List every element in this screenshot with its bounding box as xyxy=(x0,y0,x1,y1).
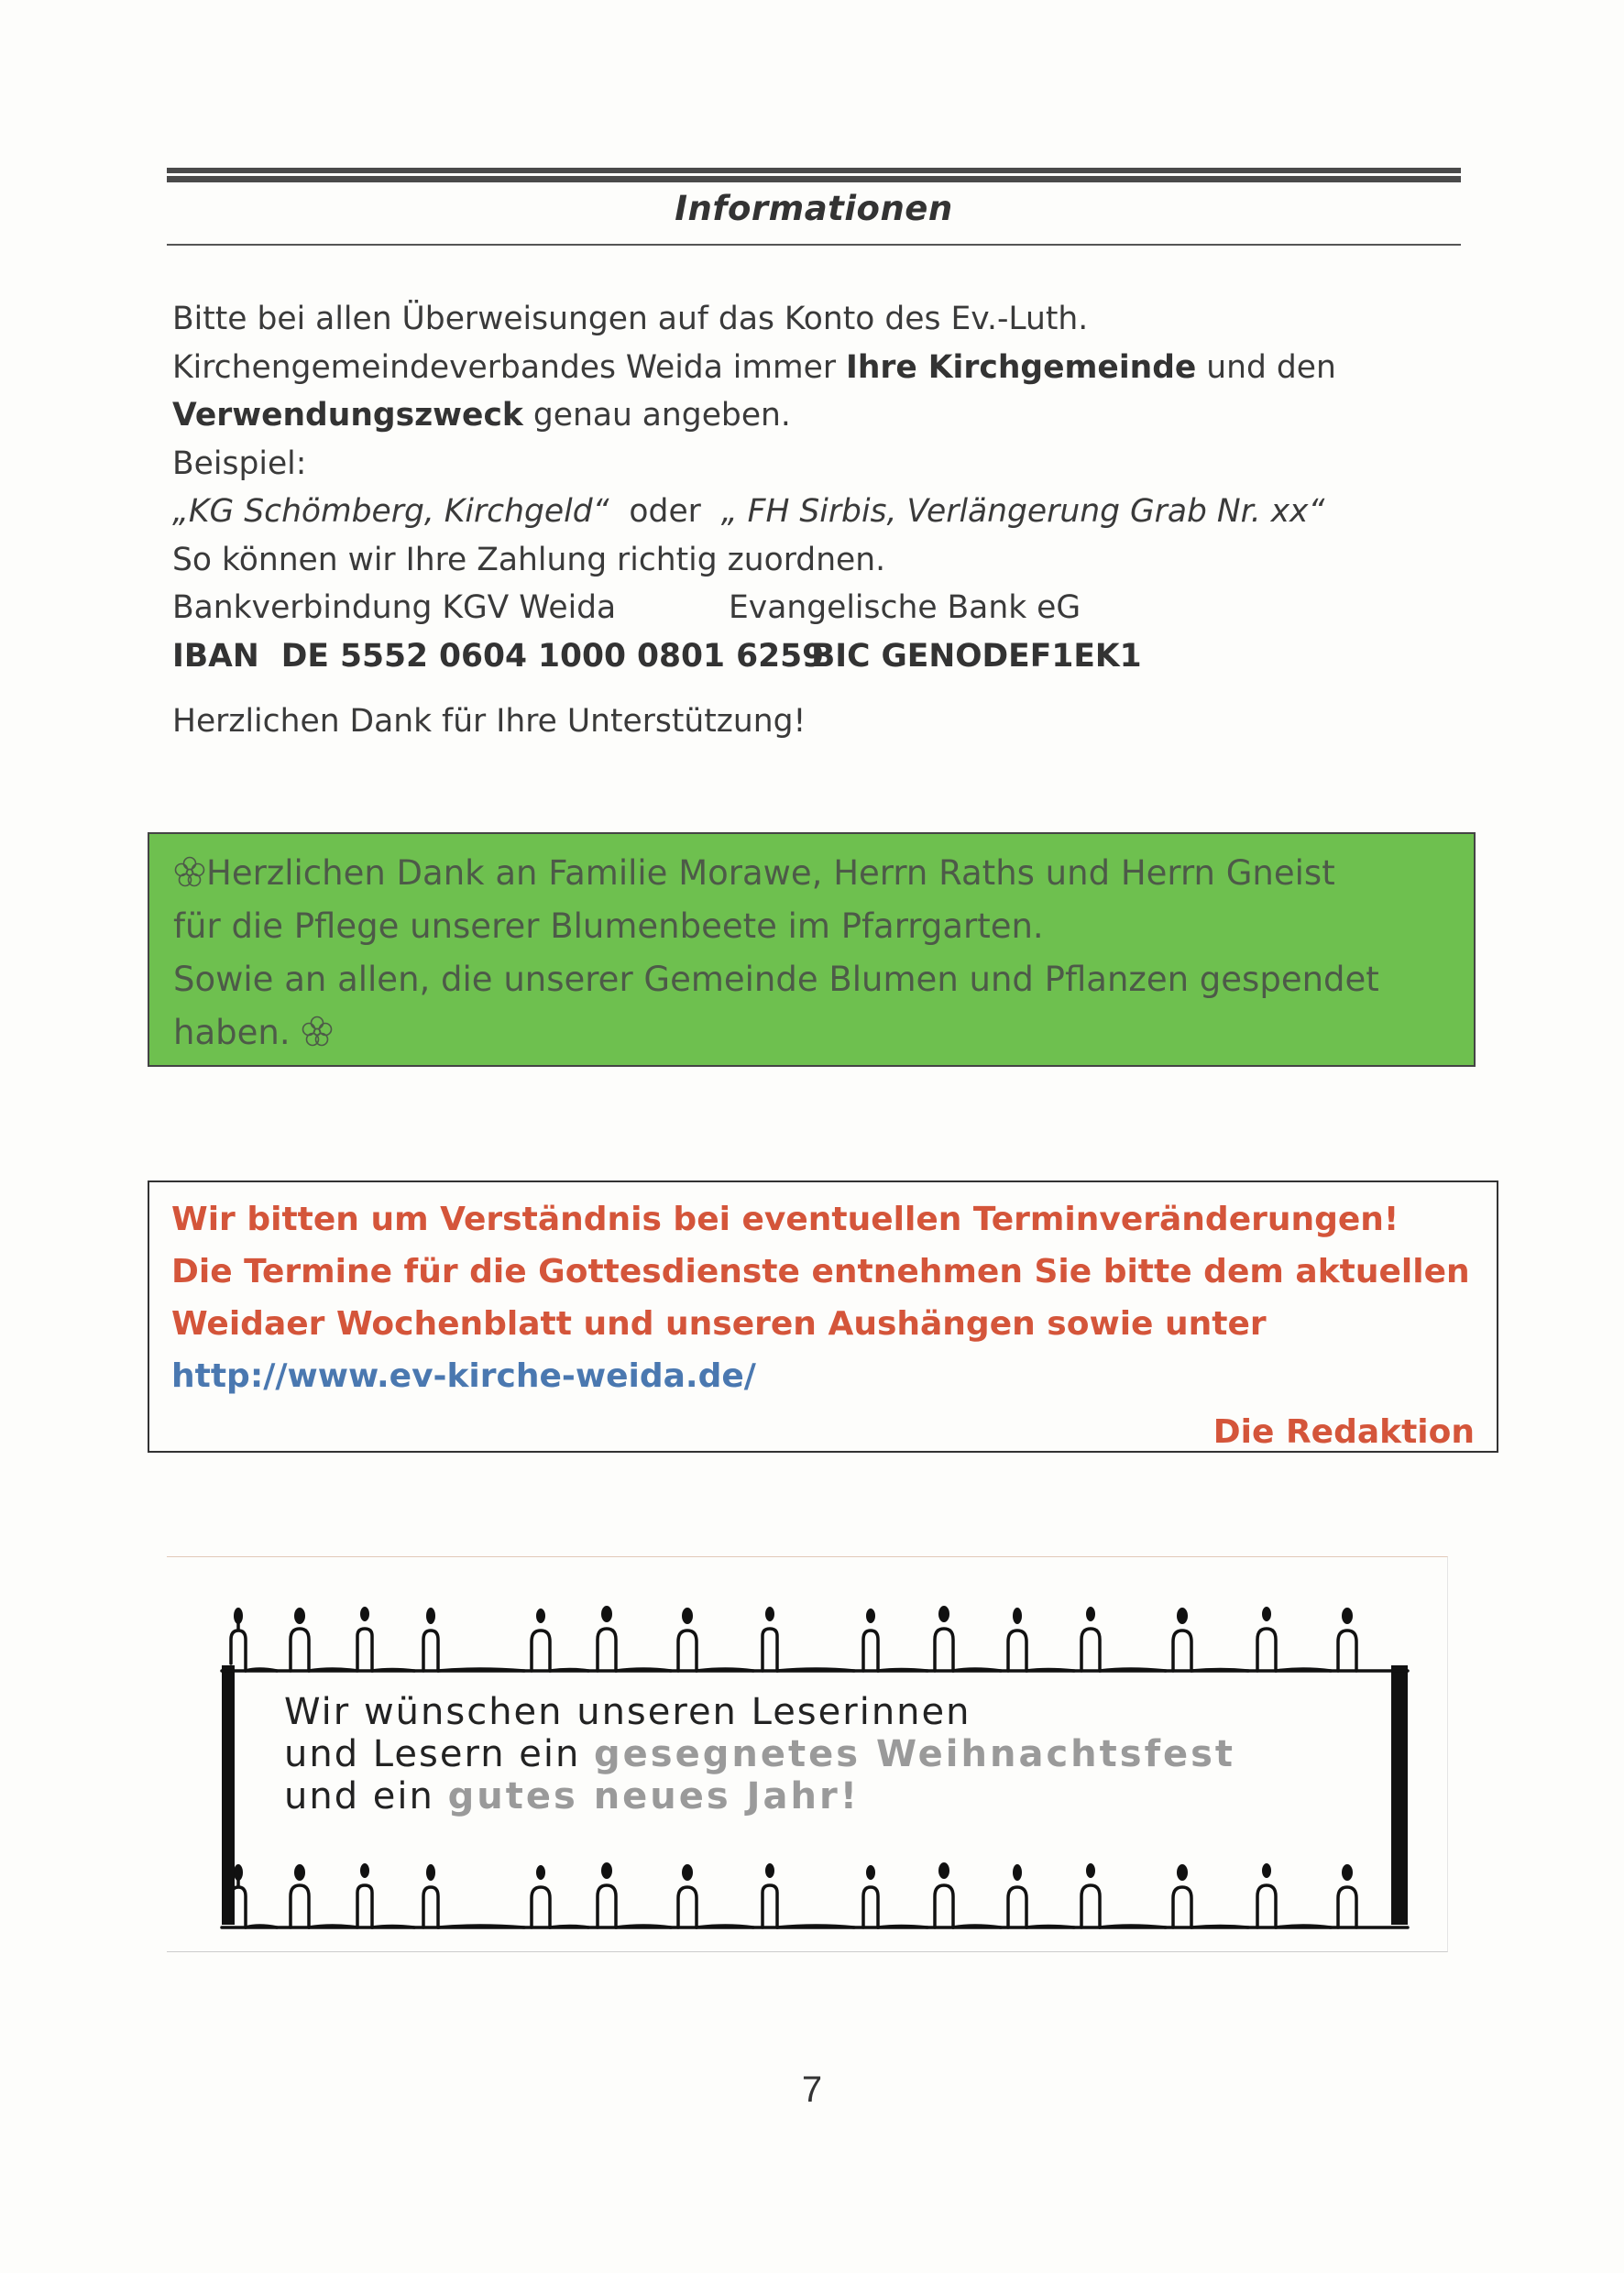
bank-line xyxy=(172,584,1455,632)
website-link[interactable]: http://www.ev-kirche-weida.de/ xyxy=(171,1357,756,1395)
notice-line: Weidaer Wochenblatt und unseren Aushängen sowie unter xyxy=(171,1305,1267,1343)
greeting-line: und Lesern ein gesegnetes Weihnachtsfest xyxy=(284,1733,1236,1775)
editorial-signature: Die Redaktion xyxy=(1213,1413,1475,1451)
page-number: 7 xyxy=(801,2070,823,2110)
bank-name: Evangelische Bank eG xyxy=(729,589,1081,626)
flower-icon xyxy=(173,855,206,888)
greeting-line: und ein gutes neues Jahr! xyxy=(284,1775,860,1817)
iban-line xyxy=(172,632,1455,681)
thanks-box-line: Herzlichen Dank an Familie Morawe, Herrn Raths und Herrn Gneist xyxy=(173,847,1457,900)
example-line: „KG Schömberg, Kirchgeld“ oder „ FH Sirbis, Verlängerung Grab Nr. xx“ xyxy=(172,493,1325,530)
info-line: Bitte bei allen Überweisungen auf das Konto des Ev.-Luth. xyxy=(172,301,1089,337)
page-title: Informationen xyxy=(675,189,953,228)
header-double-rule xyxy=(167,168,1461,182)
thanks-line: Herzlichen Dank für Ihre Unterstützung! xyxy=(172,703,807,740)
thanks-box-line: Sowie an allen, die unserer Gemeinde Blumen und Pflanzen gespendet xyxy=(173,960,1379,999)
info-line: Kirchengemeindeverbandes Weida immer Ihre Kirchgemeinde und den xyxy=(172,348,1336,386)
info-line: Verwendungszweck genau angeben. xyxy=(172,397,791,434)
title-underline xyxy=(167,244,1461,246)
notice-line: Die Termine für die Gottesdienste entnehmen Sie bitte dem aktuellen xyxy=(171,1253,1470,1290)
christmas-greeting xyxy=(284,1691,1384,1817)
flower-icon xyxy=(301,1015,334,1048)
bank-label: Bankverbindung KGV Weida xyxy=(172,589,617,626)
iban: IBAN DE 5552 0604 1000 0801 6259 xyxy=(172,637,825,675)
notice-line: Wir bitten um Verständnis bei eventuellen Terminveränderungen! xyxy=(171,1201,1399,1238)
info-line: Beispiel: xyxy=(172,445,307,482)
notice-box xyxy=(148,1180,1498,1453)
info-line: So können wir Ihre Zahlung richtig zuordnen. xyxy=(172,541,886,578)
thanks-box-line: für die Pflege unserer Blumenbeete im Pfarrgarten. xyxy=(173,906,1044,946)
info-section xyxy=(172,295,1455,746)
thanks-box-line: haben. xyxy=(173,1006,1457,1060)
greeting-line: Wir wünschen unseren Leserinnen xyxy=(284,1691,971,1733)
bic: BIC GENODEF1EK1 xyxy=(811,637,1142,675)
thanks-box xyxy=(148,832,1476,1067)
